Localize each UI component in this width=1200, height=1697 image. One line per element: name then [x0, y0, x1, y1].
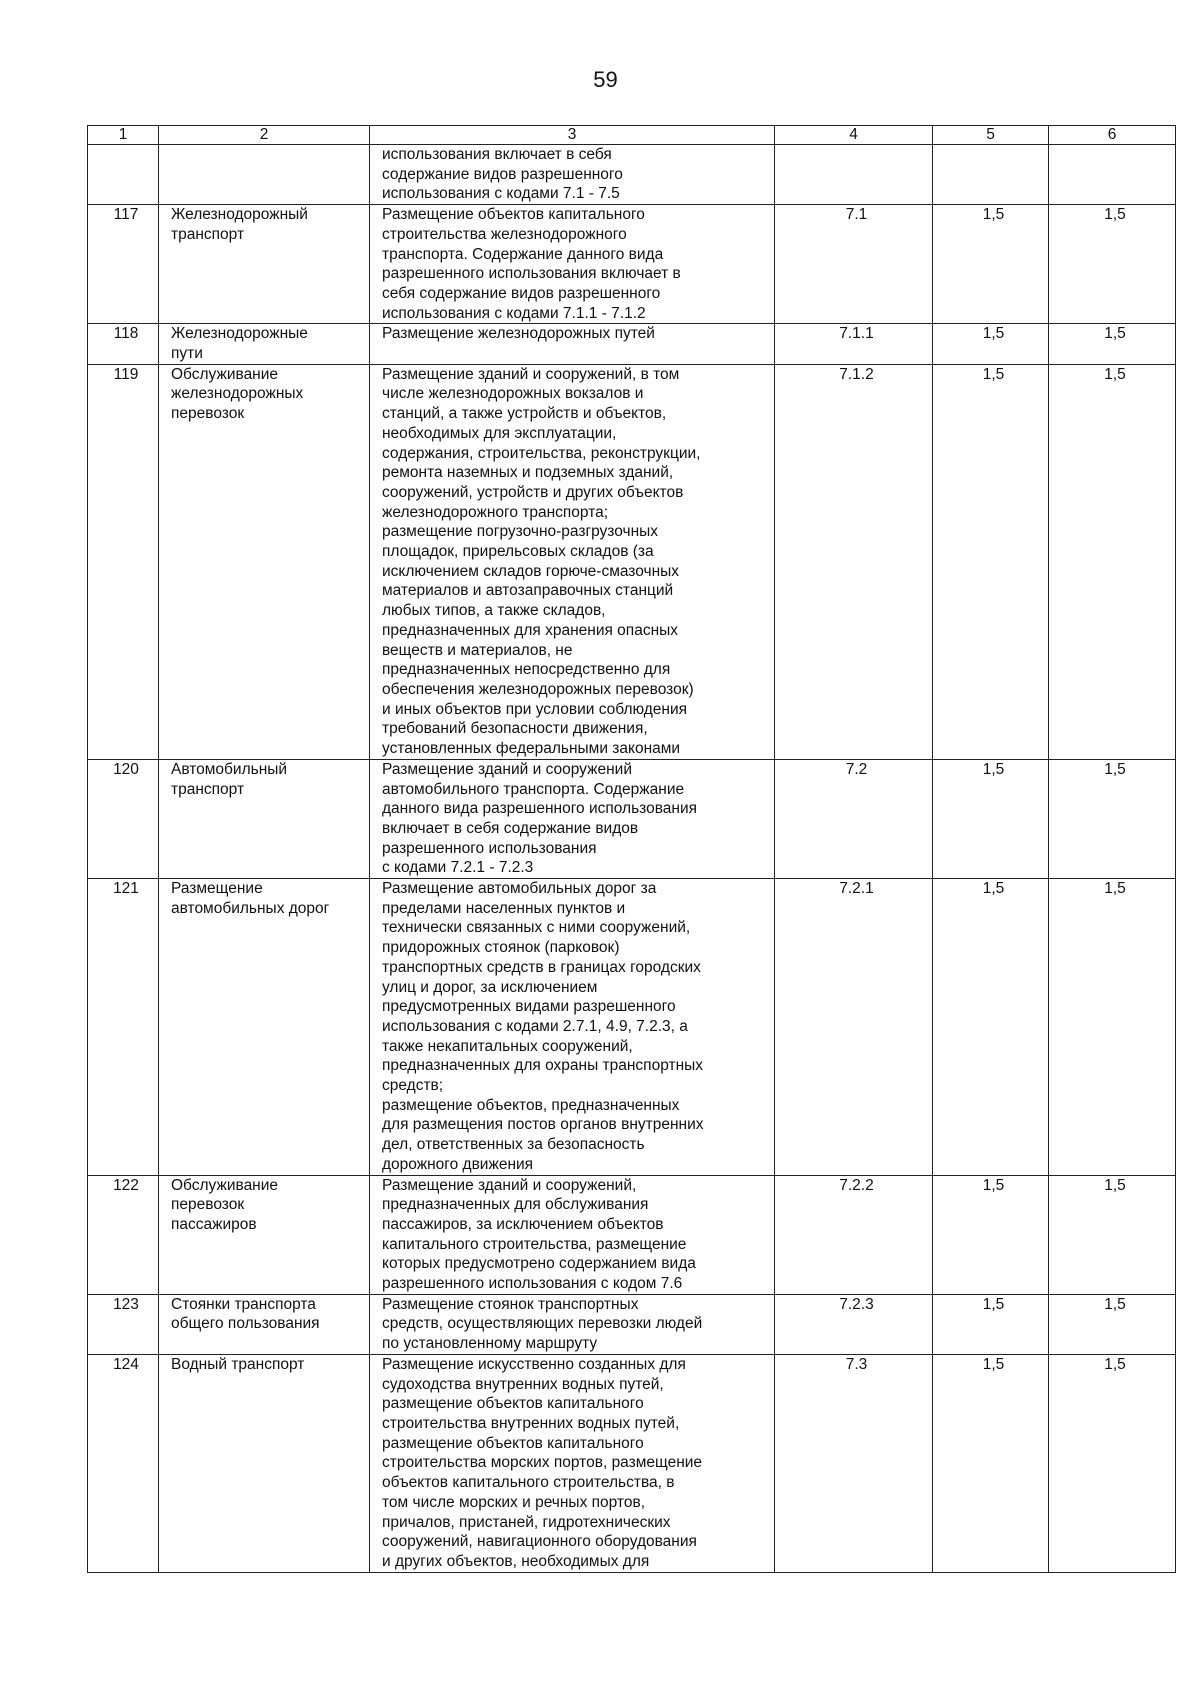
table-row	[88, 759, 1176, 878]
use-description: Размещение автомобильных дорог за пределами населенных пунктов и технически связанных с ними сооружений, придорожных стоянок (парковок) транспортных средств в границах городских улиц и дорог, за исключением предусмотренных видами разрешенного использования с кодами 2.7.1, 4.9, 7.2.3, а также некапитальных сооружений, предназначенных для охраны транспортных средств; размещение объектов, предназначенных для размещения постов органов внутренних дел, ответственных за безопасность дорожного движения	[370, 879, 775, 1176]
use-description: Размещение зданий и сооружений, в том числе железнодорожных вокзалов и станций, а также устройств и объектов, необходимых для эксплуатации, содержания, строительства, реконструкции, ремонта наземных и подземных зданий, сооружений, устройств и других объектов железнодорожного транспорта; размещение погрузочно-разгрузочных площадок, прирельсовых складов (за исключением складов горюче-смазочных материалов и автозаправочных станций любых типов, а также складов, предназначенных для хранения опасных веществ и материалов, не предназначенных непосредственно для обеспечения железнодорожных перевозок) и иных объектов при условии соблюдения требований безопасности движения, установленных федеральными законами	[370, 364, 775, 759]
row-number: 117	[88, 205, 159, 324]
value-col-5: 1,5	[933, 759, 1049, 878]
row-number: 122	[88, 1175, 159, 1294]
table-row	[88, 324, 1176, 364]
table-row	[88, 1354, 1176, 1572]
row-number: 123	[88, 1294, 159, 1354]
row-number: 119	[88, 364, 159, 759]
use-code: 7.2	[775, 759, 933, 878]
value-col-5: 1,5	[933, 879, 1049, 1176]
value-col-5: 1,5	[933, 205, 1049, 324]
row-number: 121	[88, 879, 159, 1176]
use-description: Размещение зданий и сооружений автомобильного транспорта. Содержание данного вида разрешенного использования включает в себя содержание видов разрешенного использования с кодами 7.2.1 - 7.2.3	[370, 759, 775, 878]
use-code: 7.1.2	[775, 364, 933, 759]
col-header-3: 3	[370, 126, 775, 145]
use-code: 7.2.3	[775, 1294, 933, 1354]
value-col-5: 1,5	[933, 364, 1049, 759]
value-col-6: 1,5	[1049, 324, 1176, 364]
table-row	[88, 205, 1176, 324]
col-header-2: 2	[159, 126, 370, 145]
value-col-5: 1,5	[933, 1294, 1049, 1354]
row-number: 120	[88, 759, 159, 878]
land-use-table	[87, 125, 1176, 1573]
use-name: Обслуживание железнодорожных перевозок	[159, 364, 370, 759]
value-col-6: 1,5	[1049, 1294, 1176, 1354]
table-row-continuation	[88, 145, 1176, 205]
use-name: Железнодорожный транспорт	[159, 205, 370, 324]
table-row	[88, 879, 1176, 1176]
value-col-6: 1,5	[1049, 879, 1176, 1176]
use-code	[775, 145, 933, 205]
row-number: 124	[88, 1354, 159, 1572]
use-name: Обслуживание перевозок пассажиров	[159, 1175, 370, 1294]
use-description: Размещение искусственно созданных для судоходства внутренних водных путей, размещение объектов капитального строительства внутренних водных путей, размещение объектов капитального строительства морских портов, размещение объектов капитального строительства, в том числе морских и речных портов, причалов, пристаней, гидротехнических сооружений, навигационного оборудования и других объектов, необходимых для	[370, 1354, 775, 1572]
value-col-6: 1,5	[1049, 759, 1176, 878]
use-code: 7.1	[775, 205, 933, 324]
col-header-6: 6	[1049, 126, 1176, 145]
col-header-5: 5	[933, 126, 1049, 145]
use-name: Стоянки транспорта общего пользования	[159, 1294, 370, 1354]
use-code: 7.1.1	[775, 324, 933, 364]
page-number: 59	[593, 67, 618, 92]
value-col-6: 1,5	[1049, 1354, 1176, 1572]
table-row	[88, 1175, 1176, 1294]
value-col-5: 1,5	[933, 1354, 1049, 1572]
use-description: Размещение стоянок транспортных средств, осуществляющих перевозки людей по установленному маршруту	[370, 1294, 775, 1354]
table-row	[88, 1294, 1176, 1354]
value-col-6: 1,5	[1049, 364, 1176, 759]
use-code: 7.2.1	[775, 879, 933, 1176]
value-col-6: 1,5	[1049, 205, 1176, 324]
use-name: Размещение автомобильных дорог	[159, 879, 370, 1176]
use-description: Размещение объектов капитального строительства железнодорожного транспорта. Содержание данного вида разрешенного использования включает в себя содержание видов разрешенного использования с кодами 7.1.1 - 7.1.2	[370, 205, 775, 324]
row-number	[88, 145, 159, 205]
col-header-4: 4	[775, 126, 933, 145]
value-col-5	[933, 145, 1049, 205]
value-col-5: 1,5	[933, 1175, 1049, 1294]
use-code: 7.3	[775, 1354, 933, 1572]
use-name: Железнодорожные пути	[159, 324, 370, 364]
use-code: 7.2.2	[775, 1175, 933, 1294]
use-name: Водный транспорт	[159, 1354, 370, 1572]
value-col-5: 1,5	[933, 324, 1049, 364]
use-description: использования включает в себя содержание видов разрешенного использования с кодами 7.1 - 7.5	[370, 145, 775, 205]
header-row	[88, 126, 1176, 145]
use-name	[159, 145, 370, 205]
use-description: Размещение железнодорожных путей	[370, 324, 775, 364]
value-col-6: 1,5	[1049, 1175, 1176, 1294]
col-header-1: 1	[88, 126, 159, 145]
row-number: 118	[88, 324, 159, 364]
use-description: Размещение зданий и сооружений, предназначенных для обслуживания пассажиров, за исключением объектов капитального строительства, размещение которых предусмотрено содержанием вида разрешенного использования с кодом 7.6	[370, 1175, 775, 1294]
value-col-6	[1049, 145, 1176, 205]
table-row	[88, 364, 1176, 759]
use-name: Автомобильный транспорт	[159, 759, 370, 878]
